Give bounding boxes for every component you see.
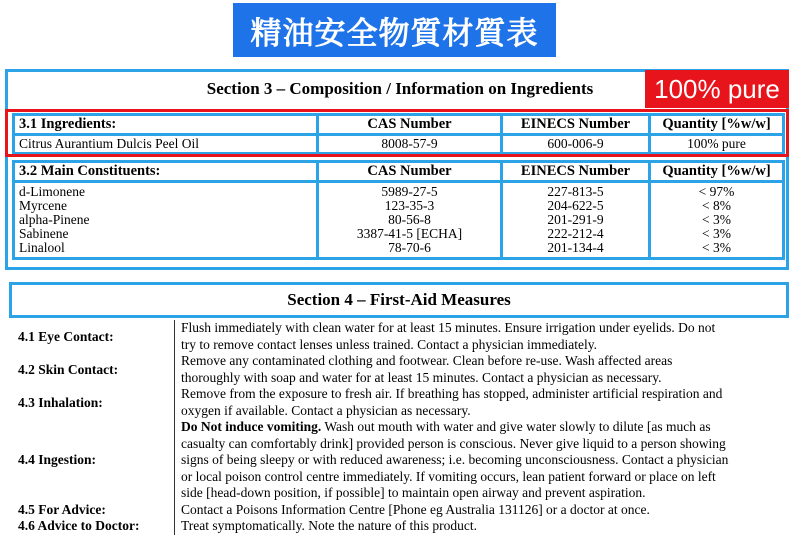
first-aid-line: try to remove contact lenses unless trained. Contact a physician immediately. (181, 336, 598, 352)
constituent-quantity: < 3% (702, 226, 731, 241)
first-aid-text (174, 320, 787, 353)
first-aid-line: side [head-down position, if possible] to maintain open airway and prevent aspiration. (181, 485, 646, 500)
first-aid-text (174, 419, 787, 502)
first-aid-item (12, 419, 787, 502)
first-aid-item (12, 386, 787, 419)
ingredient-einecs: 600-006-9 (502, 135, 650, 154)
bold-warning: Do Not induce vomiting. (181, 419, 322, 434)
first-aid-label: 4.5 For Advice: (18, 501, 106, 517)
first-aid-line: casualty can comfortably drink] provided person is conscious. Never give liquid to a person showing (181, 435, 726, 451)
constituent-quantities (650, 182, 784, 259)
first-aid-line-rest: Wash out mouth with water and give water slowly to dilute [as much as (321, 419, 711, 434)
first-aid-line (181, 419, 787, 436)
page-banner-title: 精油安全物質材質表 (233, 3, 556, 57)
pure-badge: 100% pure (645, 70, 789, 108)
constituent-quantity: < 3% (702, 240, 731, 255)
constituent-cas: 3387-41-5 [ECHA] (356, 226, 463, 241)
first-aid-item (12, 320, 787, 353)
constituent-cas: 80-56-8 (388, 212, 431, 227)
first-aid-line: thoroughly with soap and water for at least 15 minutes. Contact a physician as necessary. (181, 369, 662, 385)
first-aid-text (174, 502, 787, 519)
constituent-name: alpha-Pinene (19, 212, 90, 227)
constituent-einecs: 222-212-4 (547, 226, 604, 241)
constituent-einecs: 227-813-5 (547, 184, 604, 199)
constituent-cas-numbers (318, 182, 502, 259)
constituent-einecs-numbers (502, 182, 650, 259)
first-aid-text (174, 353, 787, 386)
constituent-quantity: < 97% (698, 184, 735, 199)
first-aid-text (174, 518, 787, 535)
einecs-header: EINECS Number (502, 115, 650, 135)
first-aid-label: 4.4 Ingestion: (18, 452, 97, 468)
ingredients-table (12, 113, 785, 155)
first-aid-line: Contact a Poisons Information Centre [Phone eg Australia 131126] or a doctor at once. (181, 501, 650, 517)
first-aid-line: oxygen if available. Contact a physician as necessary. (181, 402, 471, 418)
quantity-header: Quantity [%w/w] (650, 115, 784, 135)
first-aid-item (12, 502, 787, 519)
first-aid-label: 4.3 Inhalation: (18, 394, 103, 410)
ingredient-name: Citrus Aurantium Dulcis Peel Oil (14, 135, 318, 154)
first-aid-item (12, 353, 787, 386)
constituent-einecs: 201-291-9 (547, 212, 604, 227)
ingredients-header: 3.1 Ingredients: (14, 115, 318, 135)
constituents-header: 3.2 Main Constituents: (14, 162, 318, 182)
first-aid-line: Treat symptomatically. Note the nature of this product. (181, 518, 477, 533)
constituent-name: d-Limonene (19, 184, 85, 199)
constituent-name: Linalool (19, 240, 65, 255)
cas-header: CAS Number (318, 162, 502, 182)
constituent-name: Myrcene (19, 198, 67, 213)
first-aid-line: Remove from the exposure to fresh air. If breathing has stopped, administer artificial respiration and (181, 386, 723, 401)
first-aid-label: 4.2 Skin Contact: (18, 361, 119, 377)
first-aid-label: 4.6 Advice to Doctor: (18, 518, 140, 534)
constituent-einecs: 201-134-4 (547, 240, 604, 255)
first-aid-item (12, 518, 787, 535)
first-aid-line: Remove any contaminated clothing and footwear. Clean before re-use. Wash affected areas (181, 353, 673, 368)
ingredient-quantity: 100% pure (650, 135, 784, 154)
first-aid-line: Flush immediately with clean water for at least 15 minutes. Ensure irrigation under eyelids. Do not (181, 320, 716, 335)
quantity-header: Quantity [%w/w] (650, 162, 784, 182)
constituent-quantity: < 3% (702, 212, 731, 227)
first-aid-text (174, 386, 787, 419)
constituent-name: Sabinene (19, 226, 69, 241)
constituent-cas: 78-70-6 (388, 240, 431, 255)
first-aid-line: or local poison control centre immediately. If vomiting occurs, lean patient forward or place on left (181, 468, 716, 484)
cas-header: CAS Number (318, 115, 502, 135)
einecs-header: EINECS Number (502, 162, 650, 182)
constituent-cas: 123-35-3 (384, 198, 435, 213)
section3-title: Section 3 – Composition / Information on Ingredients (206, 79, 594, 98)
ingredient-cas: 8008-57-9 (318, 135, 502, 154)
constituents-table (12, 160, 785, 260)
constituent-quantity: < 8% (702, 198, 731, 213)
first-aid-line: signs of being sleepy or with reduced awareness; i.e. becoming unconsciousness. Contact a physician (181, 452, 729, 467)
section4-title: Section 4 – First-Aid Measures (287, 290, 511, 309)
constituent-cas: 5989-27-5 (381, 184, 438, 199)
constituent-names (14, 182, 318, 259)
first-aid-label: 4.1 Eye Contact: (18, 328, 114, 344)
first-aid-list (12, 320, 787, 535)
constituent-einecs: 204-622-5 (547, 198, 604, 213)
